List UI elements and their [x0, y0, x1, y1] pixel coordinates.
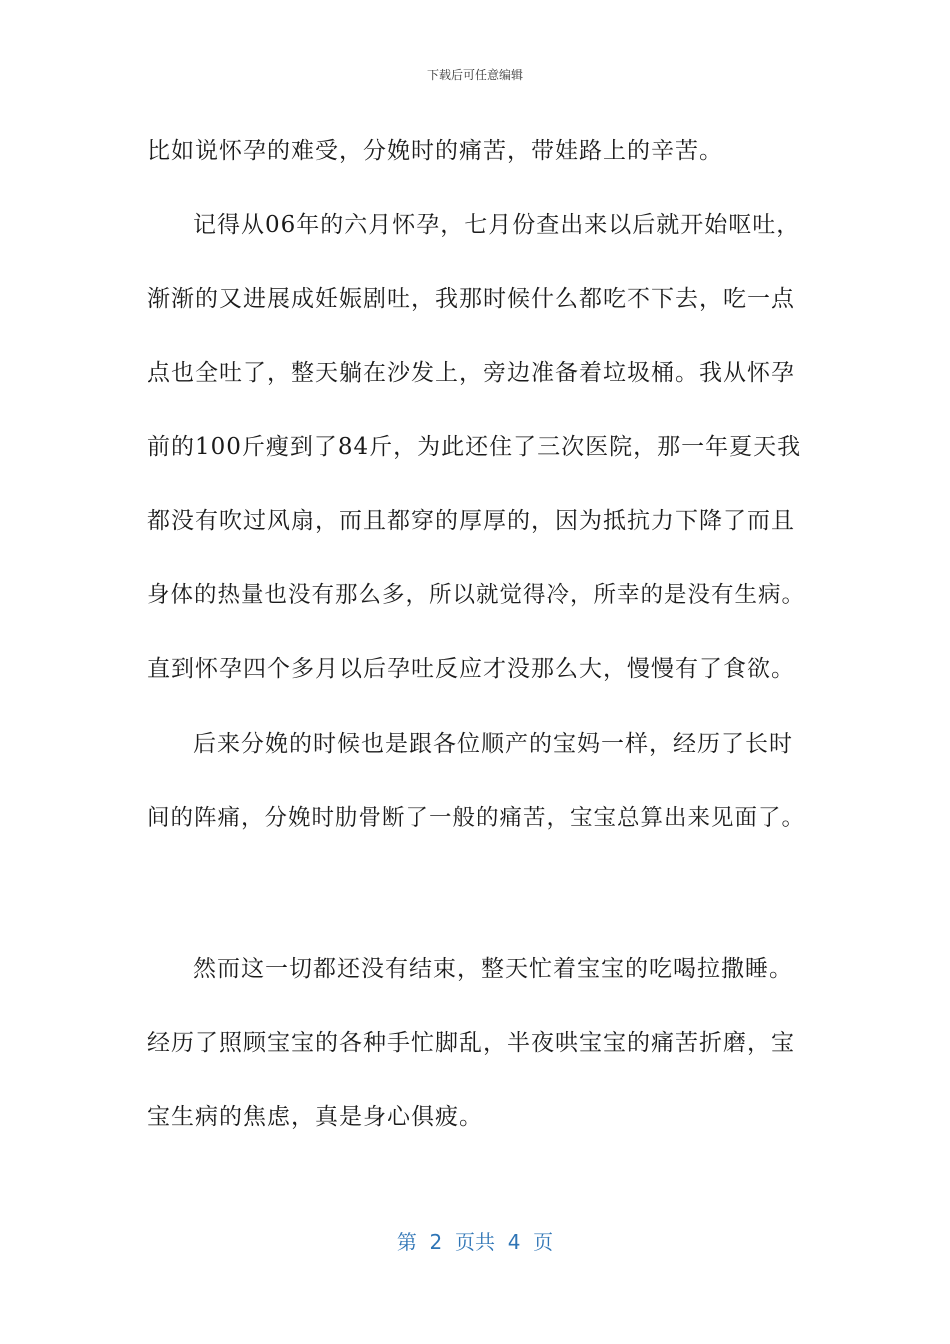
body-line: 记得从06年的六月怀孕，七月份查出来以后就开始呕吐，	[193, 212, 801, 238]
body-line: 前的100斤瘦到了84斤，为此还住了三次医院，那一年夏天我	[147, 434, 802, 460]
body-line: 间的阵痛，分娩时肋骨断了一般的痛苦，宝宝总算出来见面了。	[147, 805, 806, 831]
body-line: 宝生病的焦虑，真是身心俱疲。	[147, 1104, 483, 1130]
body-line: 直到怀孕四个多月以后孕吐反应才没那么大，慢慢有了食欲。	[147, 656, 795, 682]
body-line: 然而这一切都还没有结束，整天忙着宝宝的吃喝拉撒睡。	[193, 956, 793, 982]
body-line: 后来分娩的时候也是跟各位顺产的宝妈一样，经历了长时	[193, 731, 793, 757]
body-line: 点也全吐了，整天躺在沙发上，旁边准备着垃圾桶。我从怀孕	[147, 360, 795, 386]
body-line: 经历了照顾宝宝的各种手忙脚乱，半夜哄宝宝的痛苦折磨，宝	[147, 1030, 795, 1056]
body-line: 比如说怀孕的难受，分娩时的痛苦，带娃路上的辛苦。	[147, 138, 723, 164]
body-line: 身体的热量也没有那么多，所以就觉得冷，所幸的是没有生病。	[147, 582, 806, 608]
body-line: 渐渐的又进展成妊娠剧吐，我那时候什么都吃不下去，吃一点	[147, 286, 795, 312]
header-note: 下载后可任意编辑	[426, 68, 523, 82]
page-number: 第 2 页共 4 页	[396, 1230, 554, 1254]
body-line: 都没有吹过风扇，而且都穿的厚厚的，因为抵抗力下降了而且	[147, 508, 795, 534]
